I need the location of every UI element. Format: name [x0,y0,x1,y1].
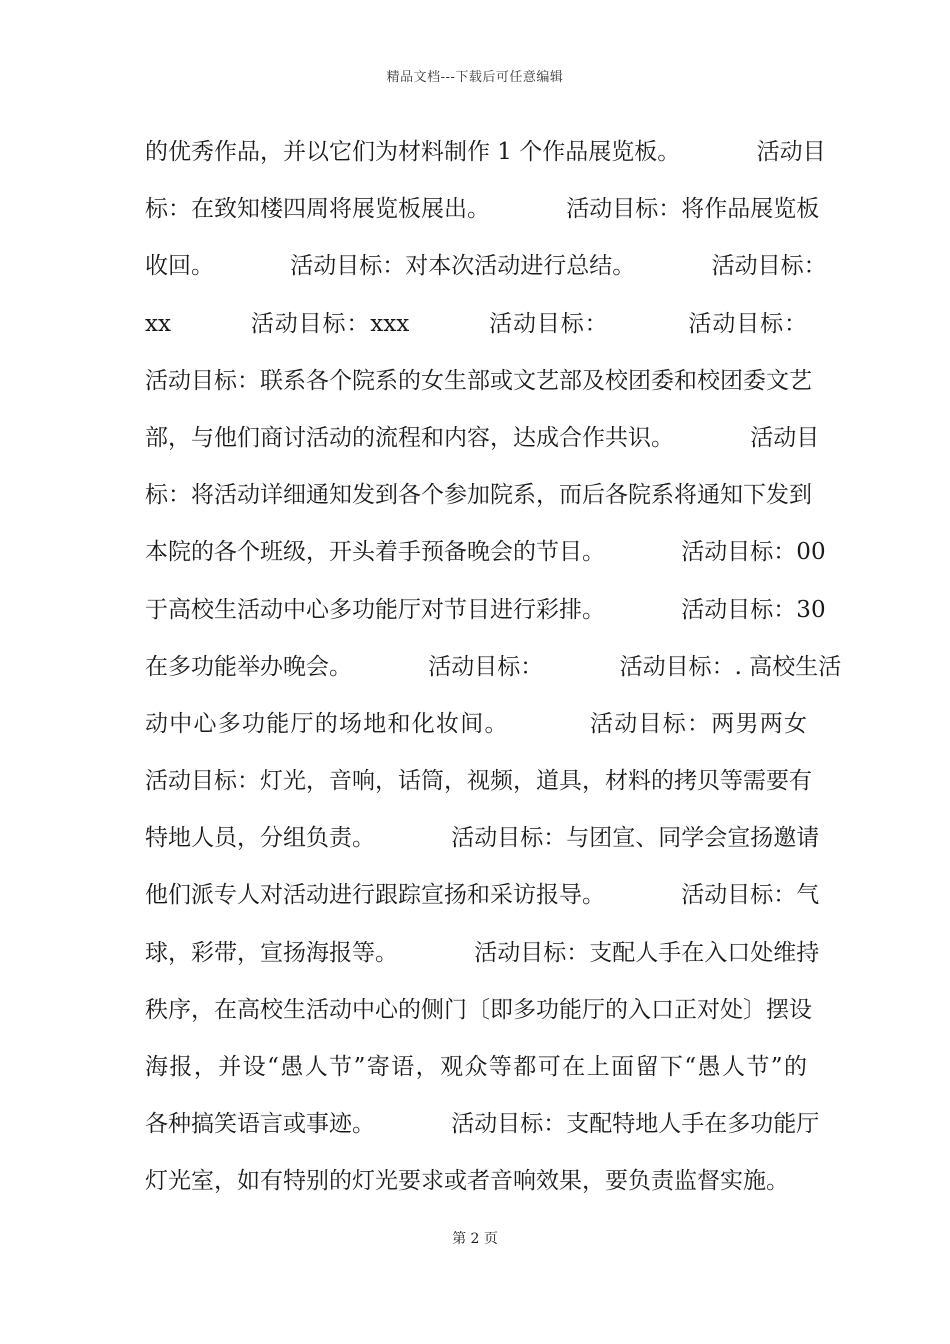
page-header: 精品文档---下载后可任意编辑 [386,70,564,85]
text-line: 标：将活动详细通知发到各个参加院系，而后各院系将通知下发到 [145,482,812,509]
text-line: 海报，并设“愚人节”寄语，观众等都可在上面留下“愚人节”的 [145,1054,807,1080]
text-line: 球，彩带，宣扬海报等。 活动目标：支配人手在入口处维持 [145,939,820,966]
page-number: 第 2 页 [452,1231,498,1247]
text-line: 特地人员，分组负责。 活动目标：与团宣、同学会宣扬邀请 [145,825,820,852]
text-line: 他们派专人对活动进行跟踪宣扬和采访报导。 活动目标：气 [145,882,820,909]
text-line: 标：在致知楼四周将展览板展出。 活动目标：将作品展览板 [145,196,820,223]
text-line: 灯光室，如有特别的灯光要求或者音响效果，要负责监督实施。 [145,1168,789,1195]
text-line: 动中心多功能厅的场地和化妆间。 活动目标：两男两女 [145,710,807,737]
document-body [145,128,842,1215]
text-line: 本院的各个班级，开头着手预备晚会的节目。 活动目标：00 [145,539,826,566]
text-line: 秩序，在高校生活动中心的侧门〔即多功能厅的入口正对处〕摆设 [145,996,812,1023]
text-line: 活动目标：联系各个院系的女生部或文艺部及校团委和校团委文艺 [145,367,812,394]
text-line: 各种搞笑语言或事迹。 活动目标：支配特地人手在多功能厅 [145,1111,820,1138]
text-line: 的优秀作品，并以它们为材料制作 1 个作品展览板。 活动目 [145,139,826,165]
text-line: xx 活动目标：xxx 活动目标： 活动目标： [145,310,807,337]
text-line: 于高校生活动中心多功能厅对节目进行彩排。 活动目标：30 [145,596,826,623]
text-line: 活动目标：灯光，音响，话筒，视频，道具，材料的拷贝等需要有 [145,768,812,795]
text-line: 在多功能举办晚会。 活动目标： 活动目标：. 高校生活 [145,653,842,680]
text-line: 部，与他们商讨活动的流程和内容，达成合作共识。 活动目 [145,424,820,451]
text-line: 收回。 活动目标：对本次活动进行总结。 活动目标： [145,253,827,280]
